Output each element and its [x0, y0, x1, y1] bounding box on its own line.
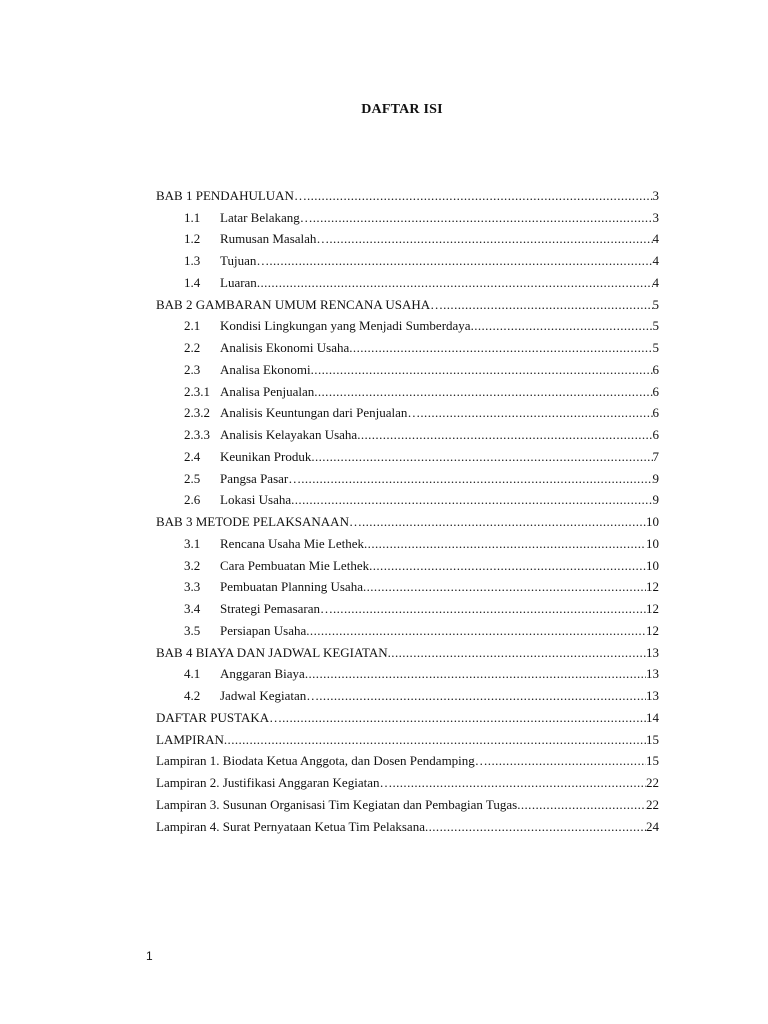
toc-entry-number: 3.5	[184, 622, 201, 638]
toc-entry-label: Lampiran 2. Justifikasi Anggaran Kegiatan…	[156, 775, 393, 790]
toc-entry-label: Analisis Keuntungan dari Penjualan…	[220, 405, 421, 421]
toc-entry-page: 10	[646, 557, 659, 573]
toc-entry-number: 2.3.3	[184, 427, 210, 442]
toc-dot-leader	[443, 297, 652, 312]
toc-chapter-entry	[156, 181, 659, 203]
toc-dot-leader	[307, 188, 653, 203]
toc-entry-number: 2.3.2	[184, 405, 210, 421]
toc-entry-page: 4	[652, 274, 659, 290]
toc-entry-label: Jadwal Kegiatan…	[220, 688, 320, 703]
toc-entry-label: Cara Pembuatan Mie Lethek	[220, 557, 370, 573]
toc-entry-page: 14	[646, 709, 659, 725]
toc-entry-label: Latar Belakang…	[220, 209, 313, 225]
toc-dot-leader	[311, 449, 652, 464]
toc-entry-page: 13	[646, 644, 659, 660]
toc-entry-number: 1.1	[184, 209, 201, 225]
toc-entry-page: 22	[646, 775, 659, 790]
toc-entry-page: 15	[646, 753, 659, 769]
toc-entry-page: 3	[652, 187, 659, 203]
toc-subsection-entry	[156, 464, 659, 486]
toc-entry-number: 4.2	[184, 688, 201, 703]
toc-entry-label: Rencana Usaha Mie Lethek	[220, 535, 365, 551]
toc-entry-page: 5	[652, 296, 659, 312]
toc-dot-leader	[517, 797, 646, 812]
toc-entry-label: Keunikan Produk	[220, 448, 312, 464]
toc-entry-label: LAMPIRAN	[156, 731, 224, 747]
toc-entry-label: BAB 1 PENDAHULUAN…	[156, 187, 307, 203]
toc-dot-leader	[363, 579, 646, 594]
toc-dot-leader	[314, 384, 652, 399]
toc-entry-page: 22	[646, 796, 659, 812]
toc-entry-label: BAB 3 METODE PELAKSANAAN…	[156, 514, 362, 529]
toc-entry-page: 6	[652, 361, 659, 377]
page-title: DAFTAR ISI	[361, 102, 443, 117]
toc-chapter-entry	[156, 703, 659, 725]
toc-subsection-entry	[156, 616, 659, 638]
toc-dot-leader	[301, 471, 652, 486]
toc-entry-number: 2.3.1	[184, 383, 210, 399]
toc-subsection-entry	[156, 660, 659, 682]
toc-entry-label: DAFTAR PUSTAKA…	[156, 709, 283, 725]
toc-entry-page: 3	[652, 209, 659, 225]
toc-subsection-entry	[156, 681, 659, 703]
toc-entry-label: Lampiran 3. Susunan Organisasi Tim Kegiatan dan Pembagian Tugas	[156, 796, 518, 812]
toc-entry-label: Tujuan…	[220, 253, 270, 268]
toc-chapter-entry	[156, 725, 659, 747]
toc-entry-label: Pembuatan Planning Usaha	[220, 579, 363, 595]
toc-entry-label: Analisa Ekonomi	[220, 361, 311, 377]
toc-entry-label: BAB 4 BIAYA DAN JADWAL KEGIATAN	[156, 644, 388, 660]
toc-entry-page: 9	[652, 492, 659, 508]
toc-dot-leader	[282, 710, 646, 725]
toc-entry-label: Luaran	[220, 274, 257, 290]
toc-entry-page: 13	[646, 666, 659, 682]
toc-entry-page: 4	[652, 231, 659, 247]
toc-dot-leader	[362, 514, 646, 529]
toc-chapter-entry	[156, 812, 659, 834]
toc-entry-number: 2.4	[184, 448, 201, 464]
toc-dot-leader	[471, 318, 653, 333]
toc-dot-leader	[269, 253, 652, 268]
toc-subsection-entry	[156, 442, 659, 464]
toc-entry-label: Lampiran 1. Biodata Ketua Anggota, dan Dosen Pendamping…	[156, 753, 488, 769]
toc-entry-page: 10	[646, 535, 659, 551]
toc-subsection-entry	[156, 203, 659, 225]
toc-dot-leader	[305, 666, 646, 681]
toc-entry-number: 1.2	[184, 231, 201, 247]
toc-entry-number: 2.2	[184, 340, 201, 355]
toc-subsection-entry	[156, 355, 659, 377]
table-of-contents	[156, 181, 659, 834]
toc-entry-page: 13	[646, 688, 659, 703]
toc-entry-page: 5	[652, 318, 659, 334]
toc-subsection-entry	[156, 268, 659, 290]
toc-dot-leader	[420, 405, 652, 420]
toc-entry-label: Lampiran 4. Surat Pernyataan Ketua Tim Pelaksana	[156, 818, 425, 834]
toc-chapter-entry	[156, 638, 659, 660]
toc-entry-page: 15	[646, 731, 659, 747]
toc-entry-page: 5	[652, 340, 659, 355]
toc-chapter-entry	[156, 768, 659, 790]
toc-entry-number: 1.3	[184, 253, 201, 268]
toc-entry-page: 12	[646, 579, 659, 595]
toc-dot-leader	[357, 427, 652, 442]
toc-entry-label: Anggaran Biaya	[220, 666, 305, 682]
toc-entry-label: Lokasi Usaha	[220, 492, 292, 508]
toc-entry-number: 2.1	[184, 318, 201, 334]
toc-subsection-entry	[156, 399, 659, 421]
toc-subsection-entry	[156, 312, 659, 334]
toc-subsection-entry	[156, 333, 659, 355]
toc-entry-number: 3.3	[184, 579, 201, 595]
toc-subsection-entry	[156, 486, 659, 508]
toc-subsection-entry	[156, 551, 659, 573]
toc-entry-number: 2.6	[184, 492, 201, 508]
toc-dot-leader	[311, 362, 653, 377]
toc-entry-number: 3.1	[184, 535, 201, 551]
toc-entry-page: 10	[646, 514, 659, 529]
toc-subsection-entry	[156, 529, 659, 551]
toc-entry-label: Strategi Pemasaran…	[220, 601, 333, 616]
toc-dot-leader	[364, 536, 646, 551]
toc-entry-page: 6	[652, 383, 659, 399]
toc-entry-label: Pangsa Pasar…	[220, 470, 302, 486]
toc-entry-page: 4	[652, 253, 659, 268]
toc-entry-number: 3.2	[184, 557, 201, 573]
toc-subsection-entry	[156, 594, 659, 616]
toc-dot-leader	[257, 275, 653, 290]
toc-chapter-entry	[156, 747, 659, 769]
toc-dot-leader	[388, 645, 646, 660]
toc-entry-page: 6	[652, 405, 659, 421]
toc-dot-leader	[333, 601, 646, 616]
toc-dot-leader	[224, 732, 646, 747]
toc-chapter-entry	[156, 290, 659, 312]
toc-subsection-entry	[156, 225, 659, 247]
toc-entry-page: 24	[646, 818, 659, 834]
toc-subsection-entry	[156, 420, 659, 442]
toc-dot-leader	[329, 231, 652, 246]
toc-entry-page: 9	[652, 470, 659, 486]
page-number: 1	[146, 949, 153, 963]
toc-dot-leader	[488, 753, 646, 768]
toc-entry-number: 4.1	[184, 666, 201, 682]
toc-dot-leader	[313, 210, 653, 225]
toc-entry-label: Analisis Kelayakan Usaha	[220, 427, 358, 442]
toc-entry-number: 1.4	[184, 274, 201, 290]
toc-entry-number: 2.5	[184, 470, 201, 486]
toc-entry-label: Kondisi Lingkungan yang Menjadi Sumberdaya	[220, 318, 471, 334]
toc-entry-label: Persiapan Usaha	[220, 622, 307, 638]
toc-subsection-entry	[156, 377, 659, 399]
toc-dot-leader	[306, 623, 646, 638]
toc-entry-number: 3.4	[184, 601, 201, 616]
toc-entry-page: 7	[652, 448, 659, 464]
toc-entry-label: BAB 2 GAMBARAN UMUM RENCANA USAHA…	[156, 296, 444, 312]
toc-dot-leader	[319, 688, 646, 703]
toc-dot-leader	[369, 558, 646, 573]
toc-subsection-entry	[156, 573, 659, 595]
toc-dot-leader	[425, 819, 646, 834]
toc-dot-leader	[291, 492, 652, 507]
toc-entry-page: 6	[652, 427, 659, 442]
toc-subsection-entry	[156, 246, 659, 268]
toc-entry-label: Analisis Ekonomi Usaha	[220, 340, 350, 355]
toc-entry-page: 12	[646, 622, 659, 638]
toc-entry-number: 2.3	[184, 361, 201, 377]
toc-entry-label: Analisa Penjualan	[220, 383, 315, 399]
toc-chapter-entry	[156, 790, 659, 812]
toc-entry-label: Rumusan Masalah…	[220, 231, 330, 247]
toc-entry-page: 12	[646, 601, 659, 616]
toc-chapter-entry	[156, 507, 659, 529]
toc-dot-leader	[392, 775, 646, 790]
toc-dot-leader	[349, 340, 652, 355]
